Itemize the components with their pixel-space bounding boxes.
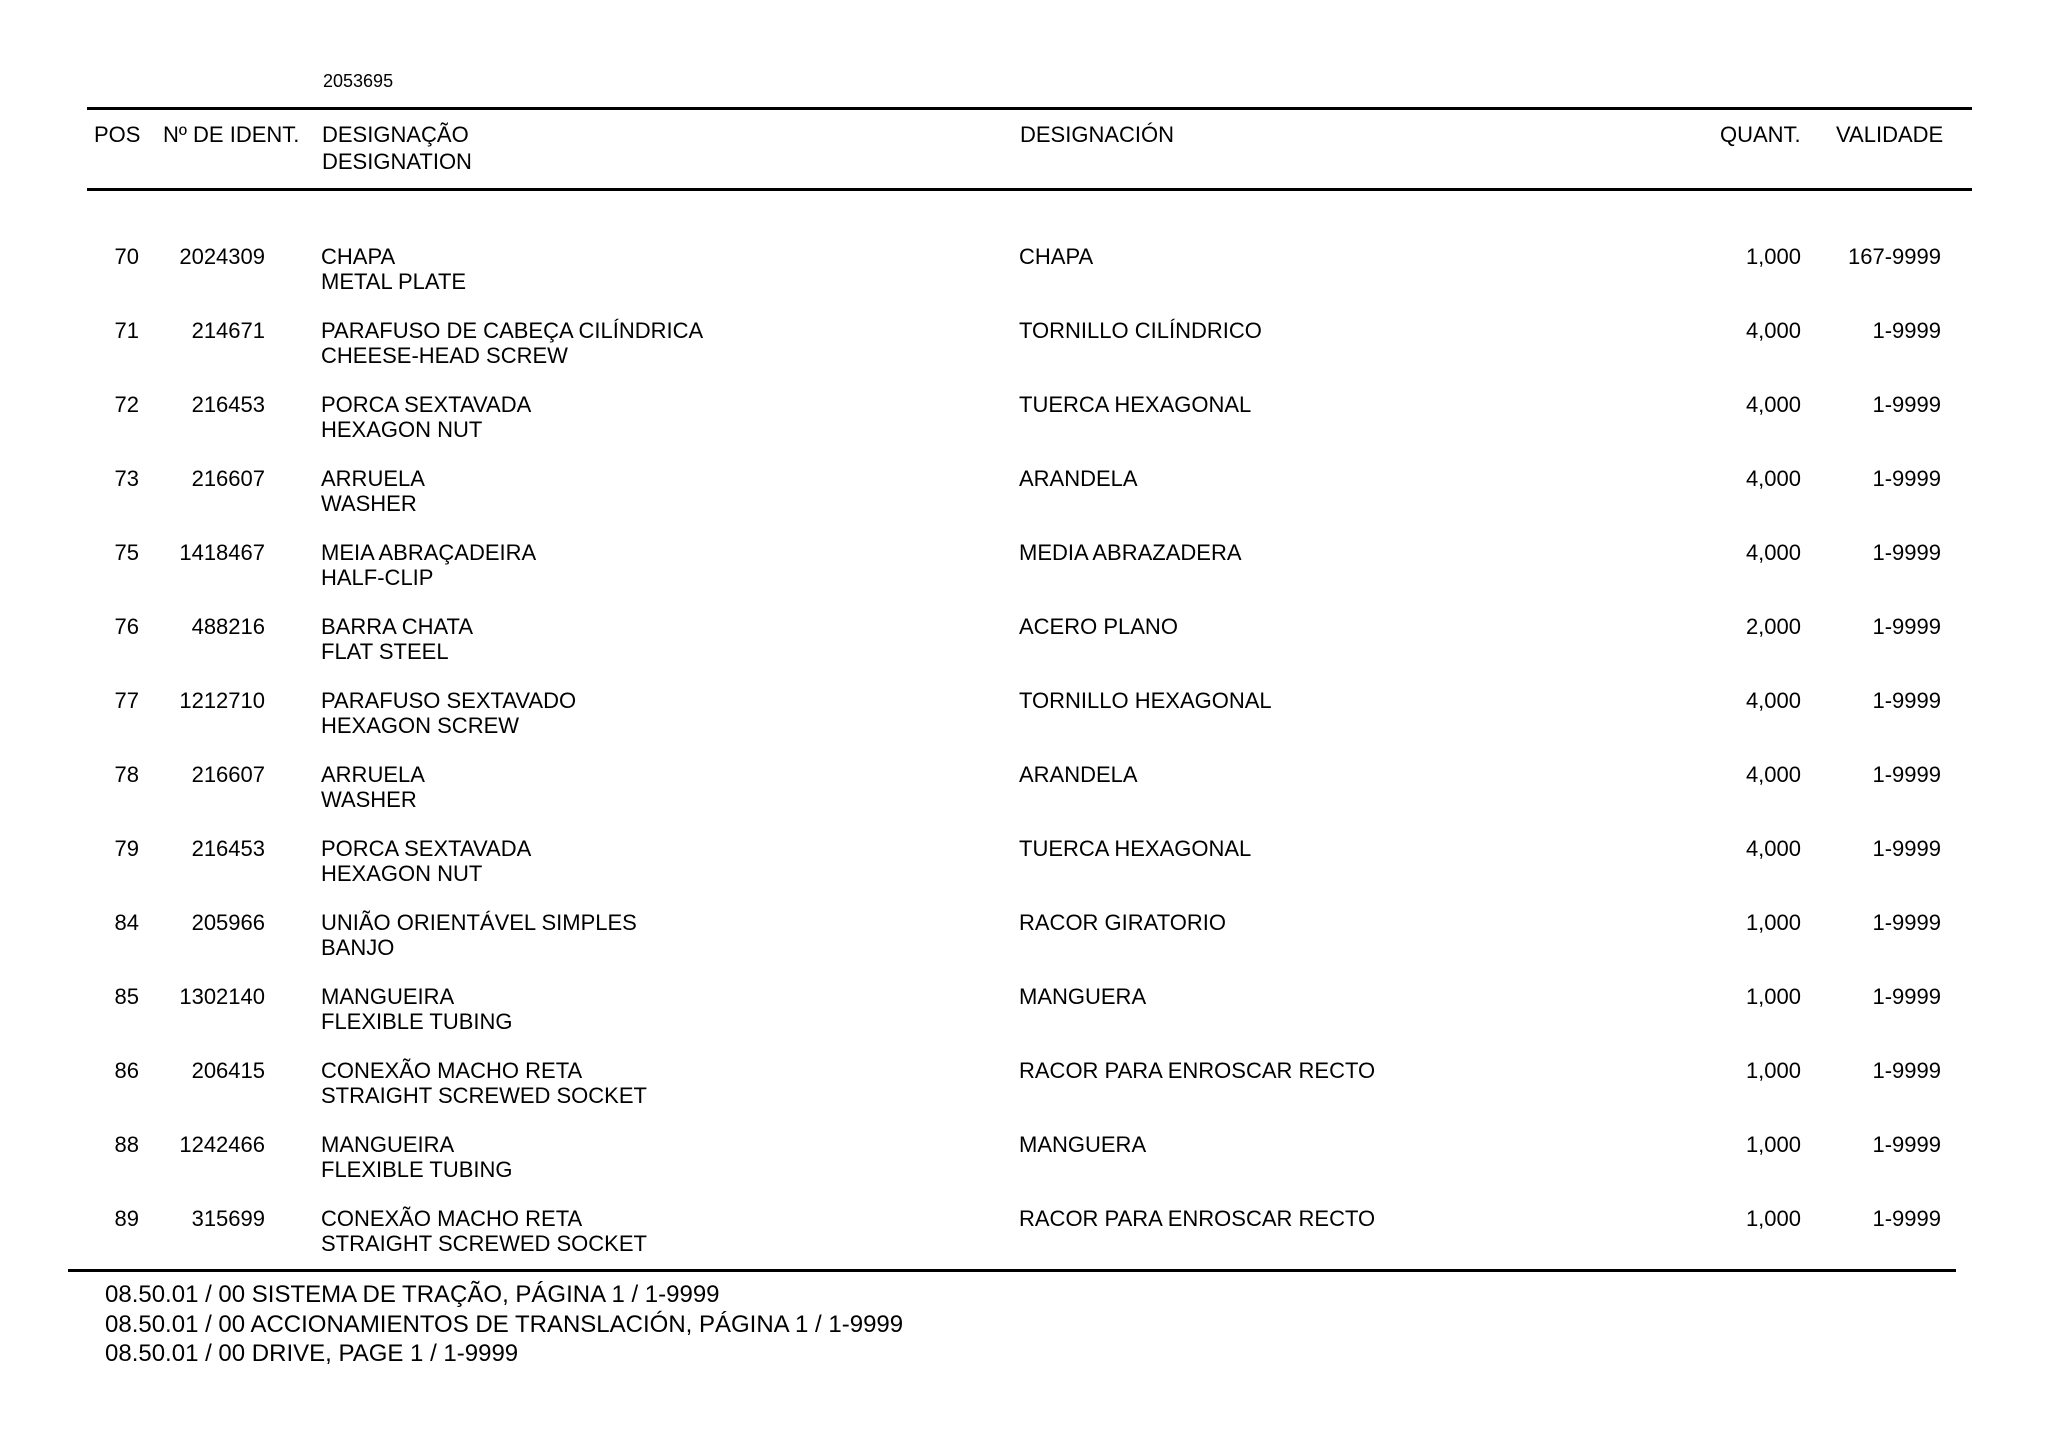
footer-line-en: 08.50.01 / 00 DRIVE, PAGE 1 / 1-9999	[105, 1340, 519, 1367]
row-designation-pt: MANGUEIRA	[321, 1132, 455, 1157]
row-validity: 1-9999	[1872, 1206, 1941, 1231]
table-row	[0, 910, 2048, 984]
header-designation-en: DESIGNATION	[322, 149, 472, 174]
row-validity: 1-9999	[1872, 614, 1941, 639]
row-validity: 1-9999	[1872, 762, 1941, 787]
row-designation-es: ARANDELA	[1019, 762, 1138, 787]
footer-divider	[68, 1269, 1956, 1272]
row-pos: 85	[114, 984, 139, 1009]
row-designation-en: BANJO	[321, 935, 395, 960]
table-row	[0, 836, 2048, 910]
row-designation-pt: MANGUEIRA	[321, 984, 455, 1009]
page-footer	[105, 1280, 903, 1369]
row-quantity: 1,000	[1745, 984, 1801, 1009]
row-validity: 1-9999	[1872, 540, 1941, 565]
row-designation-en: WASHER	[321, 491, 417, 516]
row-quantity: 4,000	[1745, 762, 1801, 787]
row-ident: 214671	[191, 318, 265, 343]
header-pos: POS	[94, 122, 141, 147]
row-designation-es: MEDIA ABRAZADERA	[1019, 540, 1242, 565]
table-row	[0, 688, 2048, 762]
table-row	[0, 1058, 2048, 1132]
row-validity: 1-9999	[1872, 318, 1941, 343]
row-designation-es: RACOR GIRATORIO	[1019, 910, 1226, 935]
row-ident: 216453	[191, 392, 265, 417]
footer-line-es: 08.50.01 / 00 ACCIONAMIENTOS DE TRANSLACIÓN, PÁGINA 1 / 1-9999	[105, 1310, 904, 1338]
row-pos: 75	[114, 540, 139, 565]
row-ident: 1418467	[179, 540, 265, 565]
row-ident: 216607	[191, 762, 265, 787]
row-designation-en: HEXAGON NUT	[321, 417, 483, 442]
row-validity: 1-9999	[1872, 836, 1941, 861]
row-designation-es: TORNILLO CILÍNDRICO	[1019, 318, 1262, 343]
top-divider	[87, 107, 1972, 110]
row-pos: 73	[114, 466, 139, 491]
row-quantity: 4,000	[1745, 836, 1801, 861]
row-designation-es: ARANDELA	[1019, 466, 1138, 491]
row-designation-pt: ARRUELA	[321, 762, 425, 787]
row-designation-pt: ARRUELA	[321, 466, 425, 491]
row-designation-en: STRAIGHT SCREWED SOCKET	[321, 1231, 647, 1256]
row-designation-es: TORNILLO HEXAGONAL	[1019, 688, 1272, 713]
row-designation-en: HALF-CLIP	[321, 565, 434, 590]
row-ident: 488216	[191, 614, 265, 639]
row-designation-pt: MEIA ABRAÇADEIRA	[321, 540, 537, 565]
row-designation-en: HEXAGON SCREW	[321, 713, 520, 738]
row-pos: 78	[114, 762, 139, 787]
row-designation-pt: UNIÃO ORIENTÁVEL SIMPLES	[321, 910, 637, 935]
row-designation-es: TUERCA HEXAGONAL	[1019, 836, 1252, 861]
row-designation-pt: CONEXÃO MACHO RETA	[321, 1206, 583, 1231]
row-ident: 205966	[191, 910, 265, 935]
row-ident: 315699	[191, 1206, 265, 1231]
row-pos: 84	[114, 910, 139, 935]
row-designation-pt: PORCA SEXTAVADA	[321, 392, 532, 417]
parts-table	[0, 244, 2048, 1280]
document-number: 2053695	[323, 71, 394, 91]
row-ident: 1212710	[179, 688, 265, 713]
header-validity: VALIDADE	[1836, 122, 1944, 147]
row-ident: 216453	[191, 836, 265, 861]
row-designation-en: WASHER	[321, 787, 417, 812]
row-quantity: 4,000	[1745, 688, 1801, 713]
header-designation-pt: DESIGNAÇÃO	[322, 122, 469, 147]
row-designation-en: CHEESE-HEAD SCREW	[321, 343, 568, 368]
row-validity: 1-9999	[1872, 392, 1941, 417]
row-pos: 71	[114, 318, 139, 343]
row-designation-en: FLEXIBLE TUBING	[321, 1009, 513, 1034]
row-quantity: 1,000	[1745, 244, 1801, 269]
footer-line-pt: 08.50.01 / 00 SISTEMA DE TRAÇÃO, PÁGINA 1 / 1-9999	[105, 1281, 720, 1308]
table-row	[0, 1132, 2048, 1206]
row-designation-es: TUERCA HEXAGONAL	[1019, 392, 1252, 417]
row-designation-es: ACERO PLANO	[1019, 614, 1178, 639]
row-pos: 70	[114, 244, 139, 269]
header-designation	[322, 121, 472, 175]
row-ident: 206415	[191, 1058, 265, 1083]
header-designation-es: DESIGNACIÓN	[1020, 122, 1175, 147]
row-quantity: 1,000	[1745, 1132, 1801, 1157]
row-designation-es: RACOR PARA ENROSCAR RECTO	[1019, 1058, 1376, 1083]
row-ident: 2024309	[179, 244, 265, 269]
row-designation-en: METAL PLATE	[321, 269, 467, 294]
table-row	[0, 466, 2048, 540]
row-pos: 72	[114, 392, 139, 417]
row-quantity: 4,000	[1745, 392, 1801, 417]
row-quantity: 4,000	[1745, 318, 1801, 343]
row-designation-es: CHAPA	[1019, 244, 1094, 269]
row-designation-pt: PORCA SEXTAVADA	[321, 836, 532, 861]
row-quantity: 1,000	[1745, 910, 1801, 935]
row-pos: 86	[114, 1058, 139, 1083]
row-designation-es: MANGUERA	[1019, 1132, 1147, 1157]
row-pos: 76	[114, 614, 139, 639]
row-designation-en: HEXAGON NUT	[321, 861, 483, 886]
row-quantity: 4,000	[1745, 540, 1801, 565]
row-validity: 1-9999	[1872, 1132, 1941, 1157]
row-designation-pt: PARAFUSO DE CABEÇA CILÍNDRICA	[321, 318, 704, 343]
row-designation-pt: CONEXÃO MACHO RETA	[321, 1058, 583, 1083]
row-designation-en: STRAIGHT SCREWED SOCKET	[321, 1083, 647, 1108]
table-row	[0, 318, 2048, 392]
row-quantity: 4,000	[1745, 466, 1801, 491]
row-quantity: 1,000	[1745, 1206, 1801, 1231]
row-pos: 88	[114, 1132, 139, 1157]
header-quantity: QUANT.	[1720, 122, 1801, 147]
table-row	[0, 540, 2048, 614]
row-designation-en: FLEXIBLE TUBING	[321, 1157, 513, 1182]
row-validity: 1-9999	[1872, 1058, 1941, 1083]
row-validity: 167-9999	[1848, 244, 1941, 269]
row-designation-es: RACOR PARA ENROSCAR RECTO	[1019, 1206, 1376, 1231]
row-pos: 77	[114, 688, 139, 713]
row-validity: 1-9999	[1872, 910, 1941, 935]
row-quantity: 1,000	[1745, 1058, 1801, 1083]
row-pos: 89	[114, 1206, 139, 1231]
row-validity: 1-9999	[1872, 466, 1941, 491]
table-row	[0, 762, 2048, 836]
header-ident: Nº DE IDENT.	[163, 122, 300, 147]
row-quantity: 2,000	[1745, 614, 1801, 639]
table-row	[0, 244, 2048, 318]
row-designation-pt: PARAFUSO SEXTAVADO	[321, 688, 577, 713]
table-row	[0, 984, 2048, 1058]
row-designation-es: MANGUERA	[1019, 984, 1147, 1009]
row-ident: 1242466	[179, 1132, 265, 1157]
row-pos: 79	[114, 836, 139, 861]
row-ident: 1302140	[179, 984, 265, 1009]
row-designation-pt: BARRA CHATA	[321, 614, 473, 639]
row-designation-pt: CHAPA	[321, 244, 396, 269]
row-validity: 1-9999	[1872, 984, 1941, 1009]
row-ident: 216607	[191, 466, 265, 491]
table-row	[0, 614, 2048, 688]
row-designation-en: FLAT STEEL	[321, 639, 449, 664]
table-row	[0, 392, 2048, 466]
header-divider	[87, 188, 1972, 191]
row-validity: 1-9999	[1872, 688, 1941, 713]
